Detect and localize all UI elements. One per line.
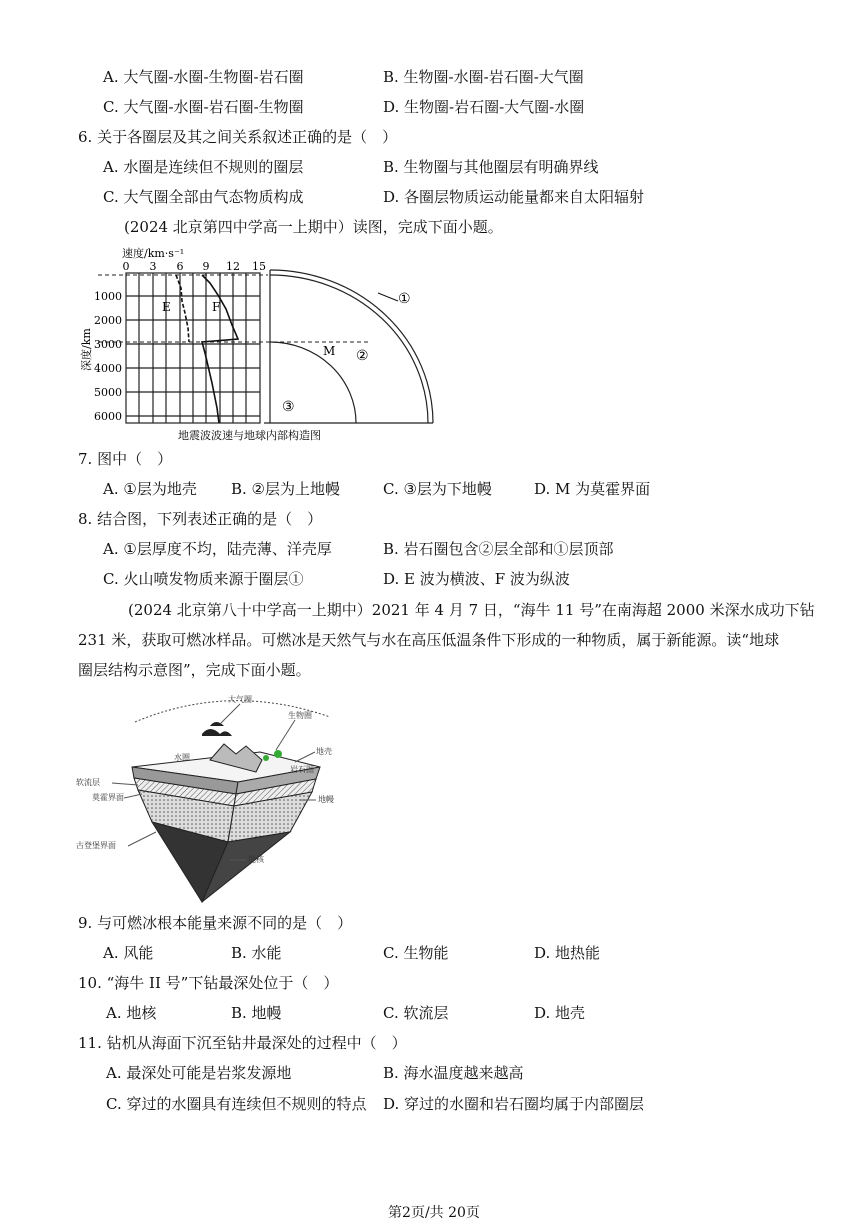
intro-text-2-line-2: 231 米，获取可燃冰样品。可燃冰是天然气与水在高压低温条件下形成的一种物质，属于新能源。读“地球 (78, 631, 780, 649)
q5-option-c: C. 大气圈-水圈-岩石圈-生物圈 (103, 98, 304, 116)
q9-option-c: C. 生物能 (383, 944, 449, 962)
wave-f-label: F (212, 300, 221, 314)
seismic-wave-figure (78, 243, 438, 445)
intro-text-2-line-3: 圈层结构示意图”，完成下面小题。 (78, 661, 311, 679)
label-asthenosphere: 软流层 (76, 778, 100, 787)
q7-option-d: D. M 为莫霍界面 (534, 480, 651, 498)
depth-axis-label: 深度/km (80, 328, 93, 371)
depth-ticks (94, 290, 122, 423)
speed-tick-label: 12 (226, 260, 240, 273)
layer-3-label: ③ (282, 399, 295, 415)
intro-text-2-line-1: (2024 北京第八十中学高一上期中）2021 年 4 月 7 日，“海牛 11 号”在南海超 2000 米深水成功下钻 (128, 601, 815, 619)
q5-option-b: B. 生物圈-水圈-岩石圈-大气圈 (383, 68, 584, 86)
q10-option-a: A. 地核 (106, 1004, 157, 1022)
q10-option-c: C. 软流层 (383, 1004, 449, 1022)
speed-tick-label: 0 (122, 260, 130, 273)
q9-option-d: D. 地热能 (534, 944, 601, 962)
tree-icon (263, 755, 269, 761)
q7-stem: 7. 图中（ ） (78, 450, 173, 468)
speed-tick-label: 6 (176, 260, 184, 273)
wave-e-curve (176, 275, 189, 342)
tree-icon (274, 750, 282, 758)
label-crust: 地壳 (316, 747, 332, 756)
q7-option-b: B. ②层为上地幔 (231, 480, 341, 498)
boundary-m-label: M (323, 344, 336, 358)
depth-tick-label: 5000 (94, 386, 122, 399)
q9-option-a: A. 风能 (103, 944, 154, 962)
figure1-caption: 地震波波速与地球内部构造图 (178, 429, 321, 442)
q8-option-c: C. 火山喷发物质来源于圈层① (103, 570, 304, 588)
label-lithosphere: 岩石圈 (290, 765, 314, 774)
label-mantle: 地幔 (318, 795, 334, 804)
depth-tick-label: 2000 (94, 314, 122, 327)
q8-option-d: D. E 波为横波、F 波为纵波 (383, 570, 570, 588)
layer-1-label: ① (398, 291, 411, 307)
q6-option-c: C. 大气圈全部由气态物质构成 (103, 188, 304, 206)
label-biosphere: 生物圈 (288, 711, 312, 720)
q11-option-c: C. 穿过的水圈具有连续但不规则的特点 (106, 1095, 367, 1113)
q7-option-a: A. ①层为地壳 (103, 480, 197, 498)
label-hydrosphere: 水圈 (174, 753, 190, 762)
speed-tick-label: 15 (252, 260, 266, 273)
q5-option-a: A. 大气圈-水圈-生物圈-岩石圈 (103, 68, 304, 86)
q11-stem: 11. 钻机从海面下沉至钻井最深处的过程中（ ） (78, 1034, 407, 1052)
q8-option-b: B. 岩石圈包含②层全部和①层顶部 (383, 540, 614, 558)
depth-tick-label: 6000 (94, 410, 122, 423)
q6-option-d: D. 各圈层物质运动能量都来自太阳辐射 (383, 188, 645, 206)
q10-option-b: B. 地幔 (231, 1004, 282, 1022)
intro-text-1: (2024 北京第四中学高一上期中）读图，完成下面小题。 (124, 218, 503, 236)
q11-option-d: D. 穿过的水圈和岩石圈均属于内部圈层 (383, 1095, 645, 1113)
earth-sphere-structure-figure (76, 682, 380, 907)
speed-tick-label: 3 (149, 260, 157, 273)
speed-axis-label: 速度/km·s⁻¹ (122, 247, 185, 260)
q7-option-c: C. ③层为下地幔 (383, 480, 492, 498)
q5-option-d: D. 生物圈-岩石圈-大气圈-水圈 (383, 98, 585, 116)
depth-tick-label: 3000 (94, 338, 122, 351)
cloud-icon (202, 729, 232, 736)
q10-stem: 10. “海牛 II 号”下钻最深处位于（ ） (78, 974, 339, 992)
q8-option-a: A. ①层厚度不均，陆壳薄、洋壳厚 (103, 540, 332, 558)
layer-1-pointer (378, 293, 398, 301)
label-atmosphere: 大气圈 (228, 695, 252, 704)
q6-option-b: B. 生物圈与其他圈层有明确界线 (383, 158, 599, 176)
q10-option-d: D. 地壳 (534, 1004, 586, 1022)
wave-e-label: E (162, 300, 171, 314)
depth-tick-label: 1000 (94, 290, 122, 303)
q6-stem: 6. 关于各圈层及其之间关系叙述正确的是（ ） (78, 128, 398, 146)
q8-stem: 8. 结合图，下列表述正确的是（ ） (78, 510, 323, 528)
q11-option-a: A. 最深处可能是岩浆发源地 (106, 1064, 292, 1082)
depth-tick-label: 4000 (94, 362, 122, 375)
speed-tick-label: 9 (202, 260, 210, 273)
q9-stem: 9. 与可燃冰根本能量来源不同的是（ ） (78, 914, 353, 932)
q9-option-b: B. 水能 (231, 944, 282, 962)
speed-ticks (123, 260, 267, 273)
label-moho: 莫霍界面 (92, 793, 124, 802)
q6-option-a: A. 水圈是连续但不规则的圈层 (103, 158, 304, 176)
page-footer: 第2页/共 20页 (388, 1205, 480, 1221)
layer-2-label: ② (356, 348, 369, 364)
label-core: 地核 (248, 855, 264, 864)
grid (126, 273, 260, 423)
q11-option-b: B. 海水温度越来越高 (383, 1064, 524, 1082)
label-gutenberg: 古登堡界面 (76, 841, 116, 850)
